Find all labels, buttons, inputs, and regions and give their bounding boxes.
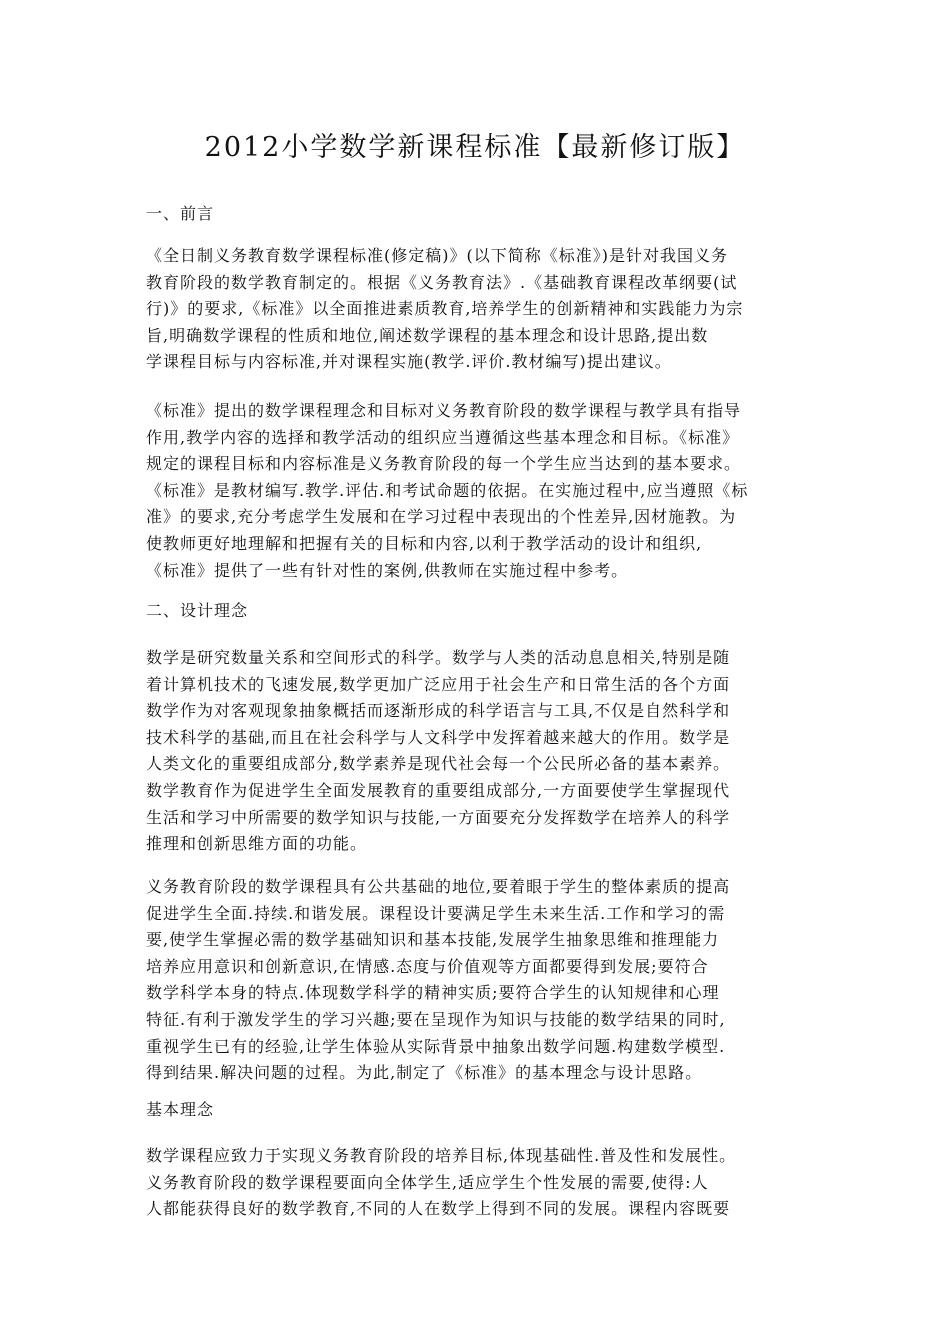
text-line: 技术科学的基础,而且在社会科学与人文科学中发挥着越来越大的作用。数学是 [146, 727, 731, 747]
text-line: 《标准》提出的数学课程理念和目标对义务教育阶段的数学课程与教学具有指导 [146, 401, 742, 420]
text-line: 得到结果.解决问题的过程。为此,制定了《标准》的基本理念与设计思路。 [146, 1063, 703, 1083]
text-line: 《全日制义务教育数学课程标准(修定稿)》(以下简称《标准》)是针对我国义务 [146, 246, 728, 265]
text-line: 培养应用意识和创新意识,在情感.态度与价值观等方面都要得到发展;要符合 [146, 956, 709, 976]
text-line: 数学课程应致力于实现义务教育阶段的培养目标,体现基础性.普及性和发展性。 [146, 1146, 737, 1165]
text-line: 《标准》提供了一些有针对性的案例,供教师在实施过程中参考。 [146, 560, 629, 580]
text-line: 规定的课程目标和内容标准是义务教育阶段的每一个学生应当达到的基本要求。 [146, 454, 742, 474]
text-line: 数学教育作为促进学生全面发展教育的重要组成部分,一方面要使学生掌握现代 [146, 780, 731, 800]
paragraph-design-1 [146, 645, 816, 858]
text-line: 义务教育阶段的数学课程要面向全体学生,适应学生个性发展的需要,使得:人 [146, 1172, 709, 1192]
text-line: 推理和创新思维方面的功能。 [146, 834, 368, 854]
text-line: 作用,教学内容的选择和教学活动的组织应当遵循这些基本理念和目标。《标准》 [146, 427, 740, 447]
text-line: 数学作为对客观现象抽象概括而逐渐形成的科学语言与工具,不仅是自然科学和 [146, 701, 731, 721]
paragraph-preface-2 [146, 398, 816, 584]
text-line: 特征.有利于激发学生的学习兴趣;要在呈现作为知识与技能的数学结果的同时, [146, 1009, 726, 1029]
text-line: 使教师更好地理解和把握有关的目标和内容,以利于教学活动的设计和组织, [146, 533, 703, 553]
paragraph-design-2 [146, 874, 816, 1087]
text-line: 要,使学生掌握必需的数学基础知识和基本技能,发展学生抽象思维和推理能力 [146, 930, 720, 950]
text-line: 人类文化的重要组成部分,数学素养是现代社会每一个公民所必备的基本素养。 [146, 754, 731, 774]
section-heading-basic-concept: 基本理念 [146, 1100, 215, 1119]
text-line: 《标准》是教材编写.教学.评估.和考试命题的依据。在实施过程中,应当遵照《标 [146, 480, 749, 500]
text-line: 学课程目标与内容标准,并对课程实施(教学.评价.教材编写)提出建议。 [146, 352, 672, 372]
text-line: 准》的要求,充分考虑学生发展和在学习过程中表现出的个性差异,因材施教。为 [146, 507, 737, 527]
text-line: 教育阶段的数学教育制定的。根据《义务教育法》.《基础教育课程改革纲要(试 [146, 272, 738, 292]
text-line: 生活和学习中所需要的数学知识与技能,一方面要充分发挥数学在培养人的科学 [146, 807, 731, 827]
text-line: 促进学生全面.持续.和谐发展。课程设计要满足学生未来生活.工作和学习的需 [146, 903, 726, 923]
paragraph-preface-1 [146, 243, 816, 376]
text-line: 着计算机技术的飞速发展,数学更加广泛应用于社会生产和日常生活的各个方面 [146, 674, 731, 694]
text-line: 数学科学本身的特点.体现数学科学的精神实质;要符合学生的认知规律和心理 [146, 983, 720, 1003]
paragraph-basic-1 [146, 1143, 816, 1223]
document-title: 2012小学数学新课程标准【最新修订版】 [204, 132, 746, 163]
text-line: 人都能获得良好的数学教育,不同的人在数学上得到不同的发展。课程内容既要 [146, 1199, 731, 1219]
section-heading-design-concept: 二、设计理念 [146, 601, 249, 620]
text-line: 行)》的要求,《标准》以全面推进素质教育,培养学生的创新精神和实践能力为宗 [146, 299, 744, 319]
text-line: 数学是研究数量关系和空间形式的科学。数学与人类的活动息息相关,特别是随 [146, 648, 731, 667]
section-heading-preface: 一、前言 [146, 204, 215, 223]
text-line: 旨,明确数学课程的性质和地位,阐述数学课程的基本理念和设计思路,提出数 [146, 325, 709, 345]
text-line: 义务教育阶段的数学课程具有公共基础的地位,要着眼于学生的整体素质的提高 [146, 877, 731, 896]
text-line: 重视学生已有的经验,让学生体验从实际背景中抽象出数学问题.构建数学模型. [146, 1036, 726, 1056]
